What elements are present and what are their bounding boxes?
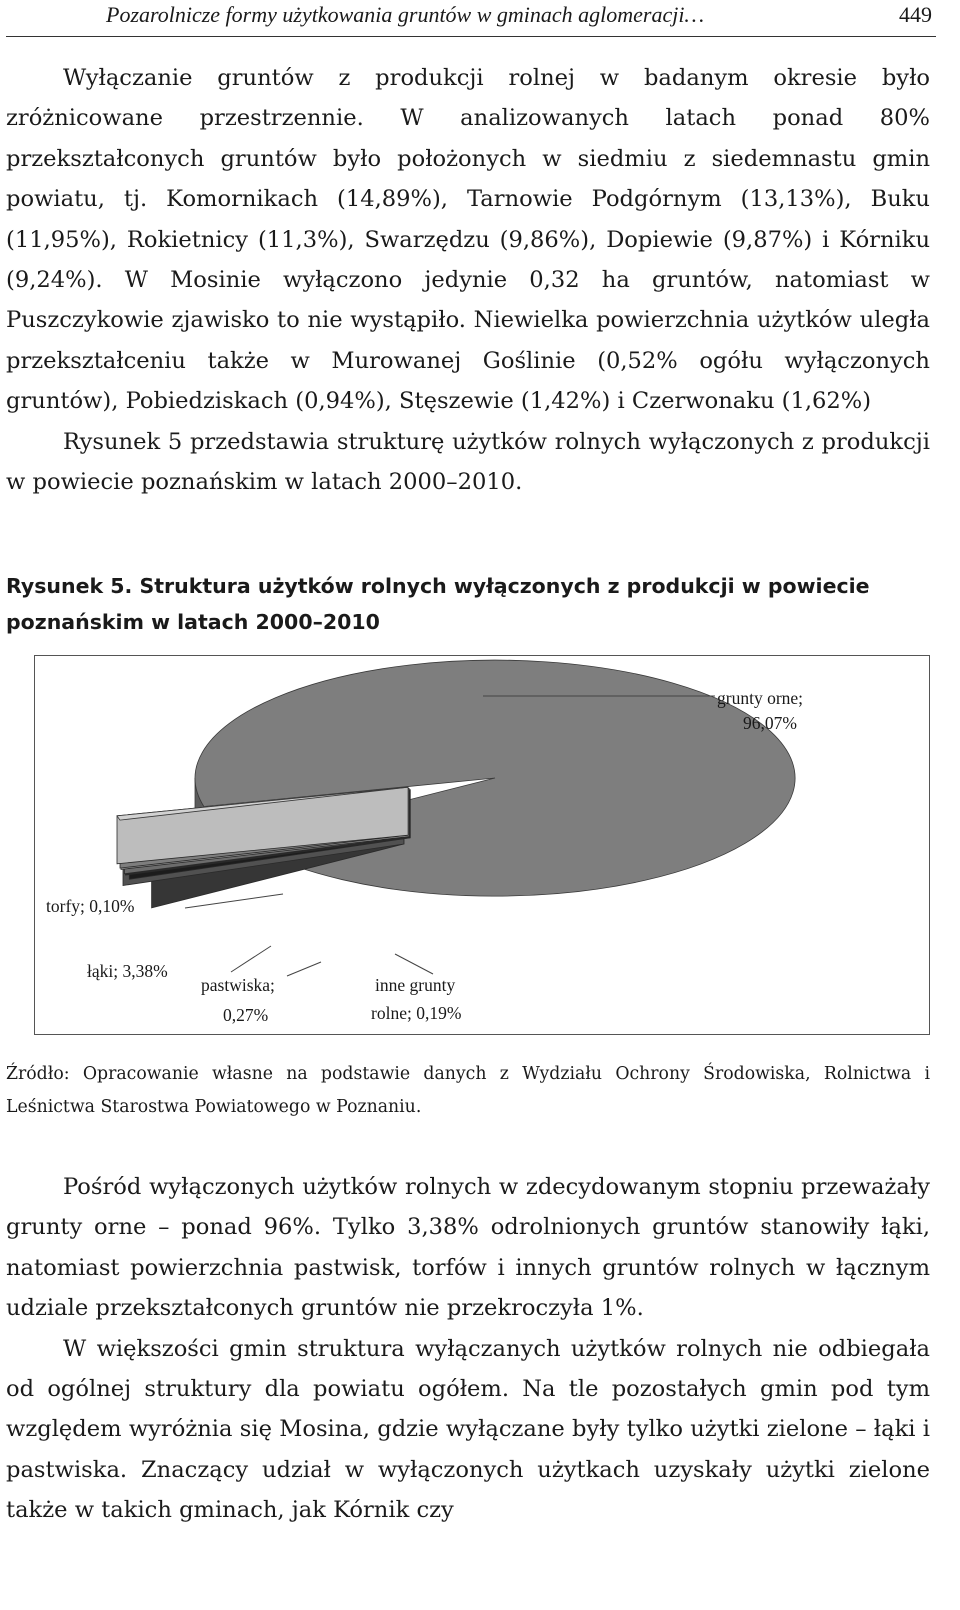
source-note: Źródło: Opracowanie własne na podstawie danych z Wydziału Ochrony Środowiska, Rolnictwa i Leśnictwa Starostwa Powiatowego w Poznaniu. [6,1064,930,1117]
paragraph: Pośród wyłączonych użytków rolnych w zdecydowanym stopniu przeważały grunty orne – ponad 96%. Tylko 3,38% odrolnionych gruntów stanowiły łąki, natomiast powierzchnia pastwisk, torfów i innych gruntów rolnych w łącznym udziale przekształconych gruntów nie przekroczyła 1%. [6,1174,930,1322]
paragraph: Wyłączanie gruntów z produkcji rolnej w badanym okresie było zróżnicowane przestrzennie. W analizowanych latach ponad 80% przekształconych gruntów było położonych w siedmiu z siedemnastu gmin powiatu, tj. Komornikach (14,89%), Tarnowie Podgórnym (13,13%), Buku (11,95%), Rokietnicy (11,3%), Swarzędzu (9,86%), Dopiewie (9,87%) i Kórniku (9,24%). W Mosinie wyłączono jedynie 0,32 ha gruntów, natomiast w Puszczykowie zjawisko to nie wystąpiło. Niewielka powierzchnia użytków uległa przekształceniu także w Murowanej Goślinie (0,52% ogółu wyłączonych gruntów), Pobiedziskach (0,94%), Stęszewie (1,42%) i Czerwonaku (1,62%) [6,65,930,415]
pie-chart-figure [34,655,930,1035]
label-inne-name: inne grunty [375,975,456,995]
body-text-bottom [6,1167,930,1531]
page-number: 449 [899,2,932,27]
label-grunty-orne-value: 96,07% [743,713,797,733]
label-torfy: torfy; 0,10% [46,896,135,916]
label-inne-value: rolne; 0,19% [371,1003,462,1023]
leader-line-2 [231,946,271,972]
paragraph: W większości gmin struktura wyłączanych użytków rolnych nie odbiegała od ogólnej struktury dla powiatu ogółem. Na tle pozostałych gmin pod tym względem wyróżnia się Mosina, gdzie wyłączane były tylko użytki zielone – łąki i pastwiska. Znaczący udział w wyłączonych użytkach uzyskały użytki zielone także w takich gminach, jak Kórnik czy [6,1335,930,1524]
body-text-top [6,58,930,502]
figure-caption: Rysunek 5. Struktura użytków rolnych wyłączonych z produkcji w powiecie poznańskim w latach 2000–2010 [6,574,870,634]
label-pastwiska-name: pastwiska; [201,975,275,995]
pie-shapes [117,660,795,908]
label-laki: łąki; 3,38% [87,961,168,981]
label-grunty-orne-name: grunty orne; [717,688,804,708]
label-pastwiska-value: 0,27% [223,1005,269,1025]
paragraph: Rysunek 5 przedstawia strukturę użytków rolnych wyłączonych z produkcji w powiecie poznańskim w latach 2000–2010. [6,428,930,496]
leader-line-3 [287,962,321,976]
running-title: Pozarolnicze formy użytkowania gruntów w gminach aglomeracji… [106,2,705,27]
running-header [6,0,936,37]
pie-chart [35,656,929,1034]
leader-line-4 [395,954,433,974]
